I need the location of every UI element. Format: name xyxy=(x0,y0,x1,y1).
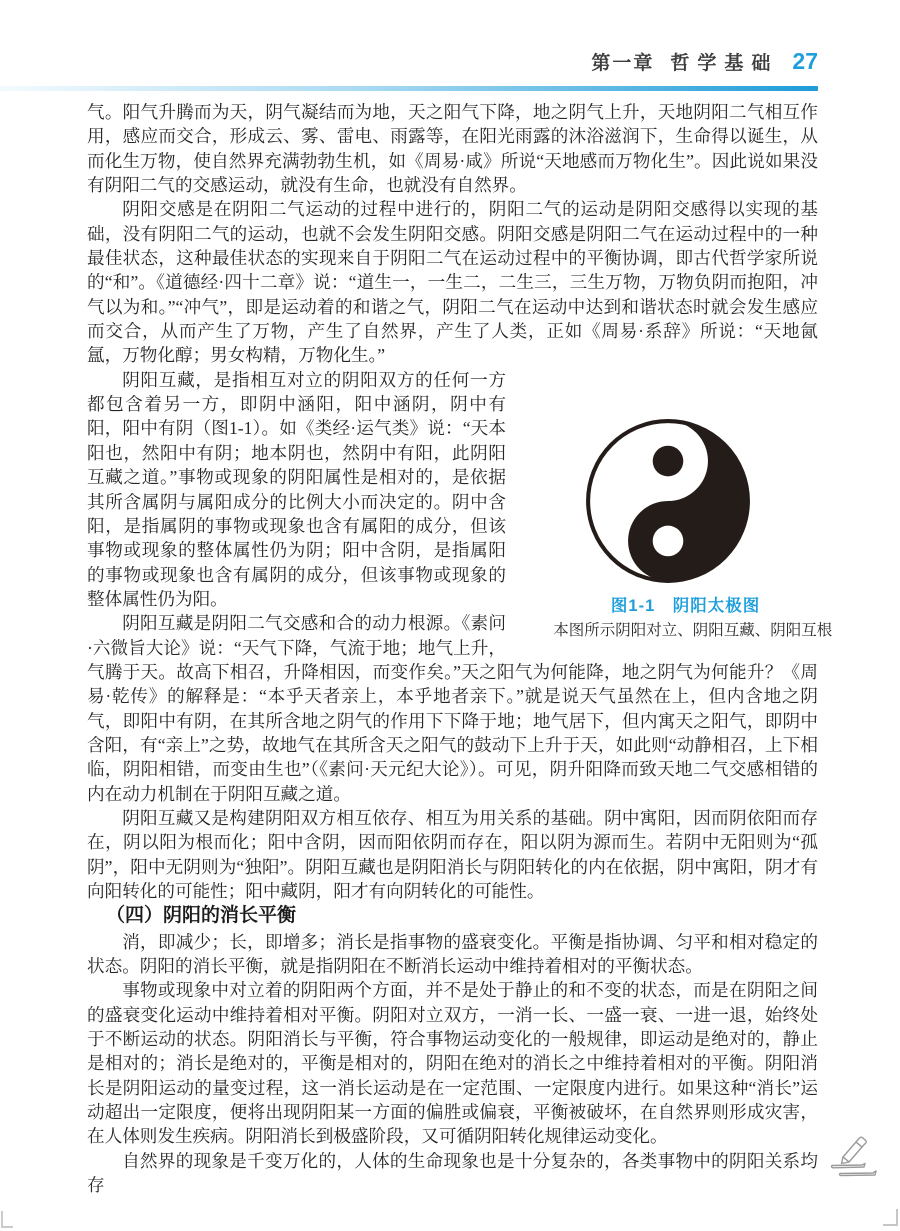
paragraph-text: 阴阳互藏，是指相互对立的阴阳双方的任何一方都包含着另一方，即阴中涵阳，阳中涵阴，阴中有阳，阳中有阴（图1-1）。如《类经·运气类》说：“天本阳也，然阳中有阴；地本阴也，然阴中有阳，此阴阳互藏之道。”事物或现象的阴阳属性是相对的，是依据其所含属阴与属阳成分的比例大小而决定的。阴中含阳，是指属阴的事物或现象也含有属阳的成分，但该事物或现象的整体属性仍为阴；阳中含阴，是指属阳的事物或现象也含有属阴的成分，但该事物或现象的整体属性仍为阳。 xyxy=(87,369,506,609)
paragraph-with-figure xyxy=(87,368,833,639)
section-heading: （四）阴阳的消长平衡 xyxy=(106,905,297,927)
paragraph: 自然界的现象是千变万化的，人体的生命现象也是十分复杂的，各类事物中的阴阳关系均存 xyxy=(87,1150,818,1196)
paragraph: 阴阳互藏又是构建阴阳双方相互依存、相互为用关系的基础。阴中寓阳，因而阴依阳而存在，阴以阳为根而化；阳中含阴，因而阳依阴而存在，阳以阴为源而生。若阴中无阳则为“孤阴”，阳中无阴则为“独阳”。阴阳互藏也是阴阳消长与阴阳转化的内在依据，阴中寓阳，阴才有向阳转化的可能性；阳中藏阴，阳才有向阴转化的可能性。 xyxy=(87,807,818,901)
figure-subcaption: 本图所示阴阳对立、阴阳互藏、阴阳互根 xyxy=(553,621,833,639)
running-head xyxy=(0,48,818,75)
page-number: 27 xyxy=(792,48,818,74)
taiji-yin-yang-icon xyxy=(583,416,753,586)
paragraph: 消，即减少；长，即增多；消长是指事物的盛衰变化。平衡是指协调、匀平和相对稳定的状态。阴阳的消长平衡，就是指阴阳在不断消长运动中维持着相对的平衡状态。 xyxy=(87,931,818,977)
chapter-label: 第一章 xyxy=(591,53,655,74)
paragraph: 事物或现象中对立着的阴阳两个方面，并不是处于静止的和不变的状态，而是在阴阳之间的盛衰变化运动中维持着相对平衡。阴阳对立双方，一消一长、一盛一衰、一进一退，始终处于不断运动的状态。阴阳消长与平衡，符合事物运动变化的一般规律，即运动是绝对的，静止是相对的；消长是绝对的，平衡是相对的，阴阳在绝对的消长之中维持着相对的平衡。阴阳消长是阴阳运动的量变过程，这一消长运动是在一定范围、一定限度内进行。如果这种“消长”运动超出一定限度，便将出现阴阳某一方面的偏胜或偏衰，平衡被破坏，在自然界则形成灾害，在人体则发生疾病。阴阳消长到极盛阶段，又可循阴阳转化规律运动变化。 xyxy=(87,980,818,1147)
figure-1-1 xyxy=(518,416,833,640)
scan-corner-mark-right xyxy=(883,1209,898,1226)
scan-corner-mark-left xyxy=(1,1211,13,1228)
paragraph: 阴阳互藏是阴阳二气交感和合的动力根源。《素问·六微旨大论》说：“天气下降，气流于地；地气上升，气腾于天。故高下相召，升降相因，而变作矣。”天之阳气为何能降，地之阴气为何能升？《周易·乾传》的解释是：“本乎天者亲上，本乎地者亲下。”就是说天气虽然在上，但内含地之阴气，即阳中有阴，在其所含地之阴气的作用下下降于地；地气居下，但内寓天之阳气，即阴中含阳，有“亲上”之势，故地气在其所含天之阳气的鼓动下上升于天，如此则“动静相召，上下相临，阴阳相错，而变由生也”（《素问·天元纪大论》）。可见，阴升阳降而致天地二气交感相错的内在动力机制在于阴阳互藏之道。 xyxy=(87,613,818,804)
paragraph: 阴阳交感是在阴阳二气运动的过程中进行的，阴阳二气的运动是阴阳交感得以实现的基础，没有阴阳二气的运动，也就不会发生阴阳交感。阴阳交感是阴阳二气在运动过程中的一种最佳状态，这种最佳状态的实现来自于阴阳二气在运动过程中的平衡协调，即古代哲学家所说的“和”。《道德经·四十二章》说：“道生一，一生二，二生三，三生万物，万物负阴而抱阳，冲气以为和。”“冲气”，即是运动着的和谐之气，阴阳二气在运动中达到和谐状态时就会发生感应而交合，从而产生了万物，产生了自然界，产生了人类，正如《周易·系辞》所说：“天地氤氲，万物化醇；男女构精，万物化生。” xyxy=(87,199,818,366)
figure-caption: 图1-1 阴阳太极图 xyxy=(610,596,761,615)
header-rule xyxy=(0,86,818,91)
pencil-icon xyxy=(820,1130,882,1180)
chapter-title: 哲学基础 xyxy=(670,53,779,74)
paragraph: 气。阳气升腾而为天，阴气凝结而为地，天之阳气下降，地之阴气上升，天地阴阳二气相互作用，感应而交合，形成云、雾、雷电、雨露等，在阳光雨露的沐浴滋润下，生命得以诞生，从而化生万物，使自然界充满勃勃生机，如《周易·咸》所说“天地感而万物化生”。因此说如果没有阴阳二气的交感运动，就没有生命，也就没有自然界。 xyxy=(87,102,818,196)
page-body xyxy=(87,100,833,1197)
